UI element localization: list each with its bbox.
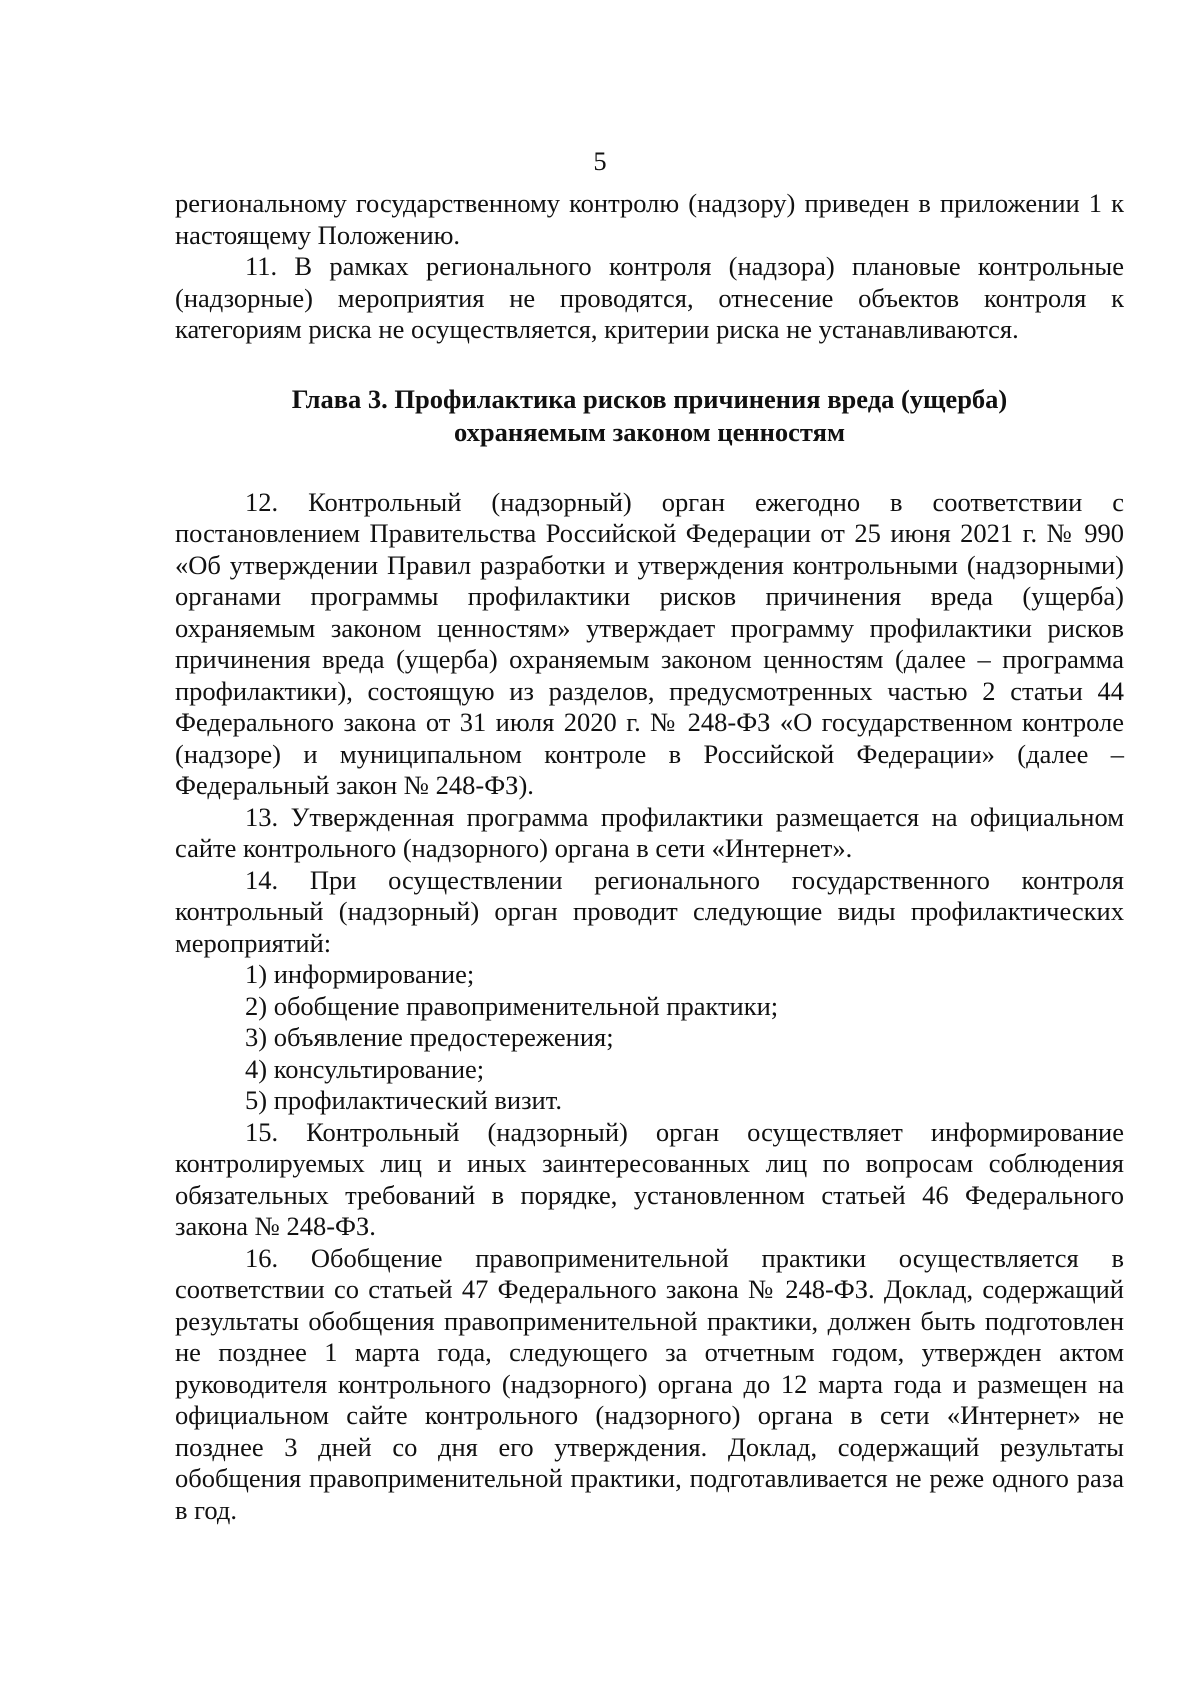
paragraph-14: 14. При осуществлении регионального государственного контроля контрольный (надзорный) орган проводит следующие виды профилактических мероприятий: bbox=[175, 864, 1124, 958]
paragraph-12: 12. Контрольный (надзорный) орган ежегодно в соответствии с постановлением Правительства Российской Федерации от 25 июня 2021 г. № 990 «Об утверждении Правил разработки и утверждения контрольными (надзорными) органами программы профилактики рисков причинения вреда (ущерба) охраняемым законом ценностям» утверждает программу профилактики рисков причинения вреда (ущерба) охраняемым законом ценностям (далее – программа профилактики), состоящую из разделов, предусмотренных частью 2 статьи 44 Федерального закона от 31 июля 2020 г. № 248-ФЗ «О государственном контроле (надзоре) и муниципальном контроле в Российской Федерации» (далее – Федеральный закон № 248-ФЗ). bbox=[175, 486, 1124, 800]
list-item: 4) консультирование; bbox=[245, 1053, 485, 1084]
list-item: 1) информирование; bbox=[245, 959, 475, 989]
list-item: 5) профилактический визит. bbox=[245, 1085, 562, 1115]
paragraph-10-continuation: региональному государственному контролю (надзору) приведен в приложении 1 к настоящему Положению. bbox=[175, 188, 1124, 250]
list-item: 2) обобщение правоприменительной практики; bbox=[245, 990, 779, 1021]
paragraph-15: 15. Контрольный (надзорный) орган осуществляет информирование контролируемых лиц и иных заинтересованных лиц по вопросам соблюдения обязательных требований в порядке, установленном статьей 46 Федерального закона № 248-ФЗ. bbox=[175, 1116, 1124, 1241]
list-item: 3) объявление предостережения; bbox=[245, 1022, 614, 1052]
page-number: 5 bbox=[593, 146, 607, 176]
paragraph-16: 16. Обобщение правоприменительной практики осуществляется в соответствии со статьей 47 Федерального закона № 248-ФЗ. Доклад, содержащий результаты обобщения правоприменительной практики, должен быть подготовлен не позднее 1 марта года, следующего за отчетным годом, утвержден актом руководителя контрольного (надзорного) органа до 12 марта года и размещен на официальном сайте контрольного (надзорного) органа в сети «Интернет» не позднее 3 дней со дня его утверждения. Доклад, содержащий результаты обобщения правоприменительной практики, подготавливается не реже одного раза в год. bbox=[175, 1242, 1124, 1525]
chapter-heading bbox=[175, 383, 1124, 449]
chapter-heading-line-2: охраняемым законом ценностям bbox=[453, 416, 845, 447]
document-body bbox=[175, 188, 1124, 1526]
paragraph-13: 13. Утвержденная программа профилактики размещается на официальном сайте контрольного (надзорного) органа в сети «Интернет». bbox=[175, 801, 1124, 863]
chapter-heading-line-1: Глава 3. Профилактика рисков причинения вреда (ущерба) bbox=[291, 383, 1008, 414]
paragraph-11: 11. В рамках регионального контроля (надзора) плановые контрольные (надзорные) мероприятия не проводятся, отнесение объектов контроля к категориям риска не осуществляется, критерии риска не устанавливаются. bbox=[175, 251, 1124, 344]
